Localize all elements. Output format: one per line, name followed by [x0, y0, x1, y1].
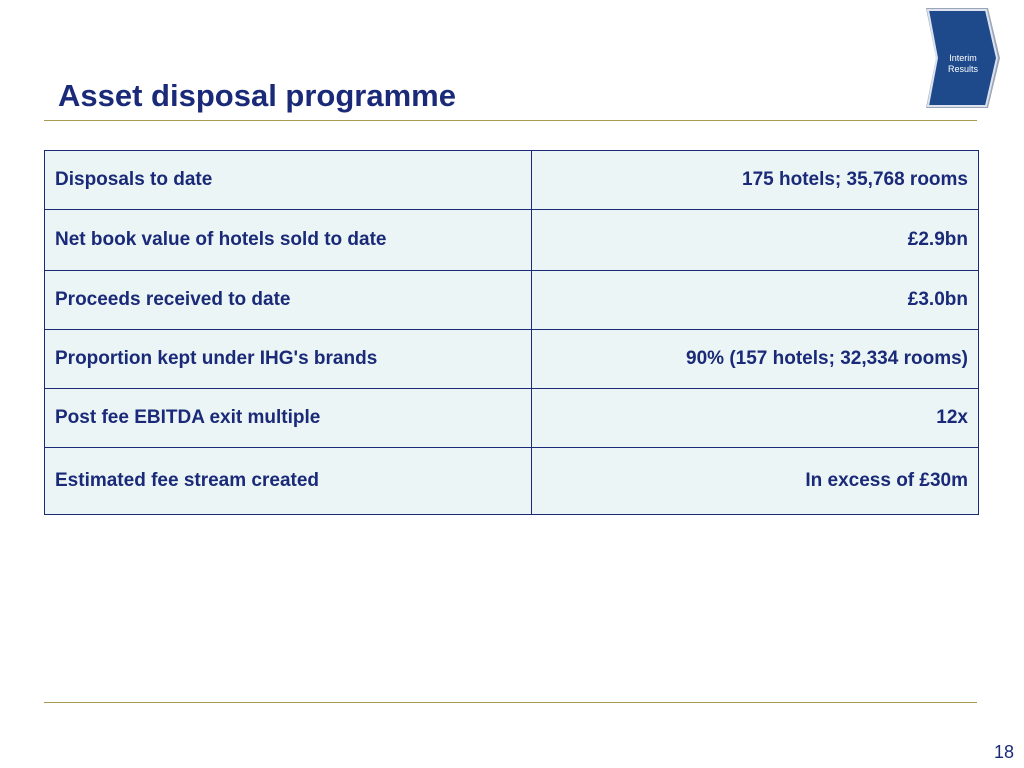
page-number: 18: [993, 742, 1014, 762]
row-value: In excess of £30m: [532, 448, 979, 515]
disposal-summary-table: [44, 150, 979, 515]
footer-divider: [44, 702, 977, 703]
badge-label-line2: Results: [947, 64, 978, 74]
row-value: £2.9bn: [532, 210, 979, 271]
row-value: 90% (157 hotels; 32,334 rooms): [532, 330, 979, 389]
row-value: 175 hotels; 35,768 rooms: [532, 151, 979, 210]
title-divider: [44, 120, 977, 121]
badge-label-line1: Interim: [949, 53, 977, 63]
row-label: Estimated fee stream created: [45, 448, 532, 515]
row-label: Net book value of hotels sold to date: [45, 210, 532, 271]
slide-title: Asset disposal programme: [58, 78, 456, 113]
row-value: £3.0bn: [532, 271, 979, 330]
row-value: 12x: [532, 389, 979, 448]
row-label: Post fee EBITDA exit multiple: [45, 389, 532, 448]
row-label: Proceeds received to date: [45, 271, 532, 330]
table-row: [45, 271, 979, 330]
table-row: [45, 389, 979, 448]
badge-label: [932, 53, 994, 75]
row-label: Proportion kept under IHG's brands: [45, 330, 532, 389]
table-row: [45, 151, 979, 210]
table-row: [45, 330, 979, 389]
row-label: Disposals to date: [45, 151, 532, 210]
table-row: [45, 210, 979, 271]
table-row: [45, 448, 979, 515]
interim-results-badge: [924, 6, 1002, 110]
